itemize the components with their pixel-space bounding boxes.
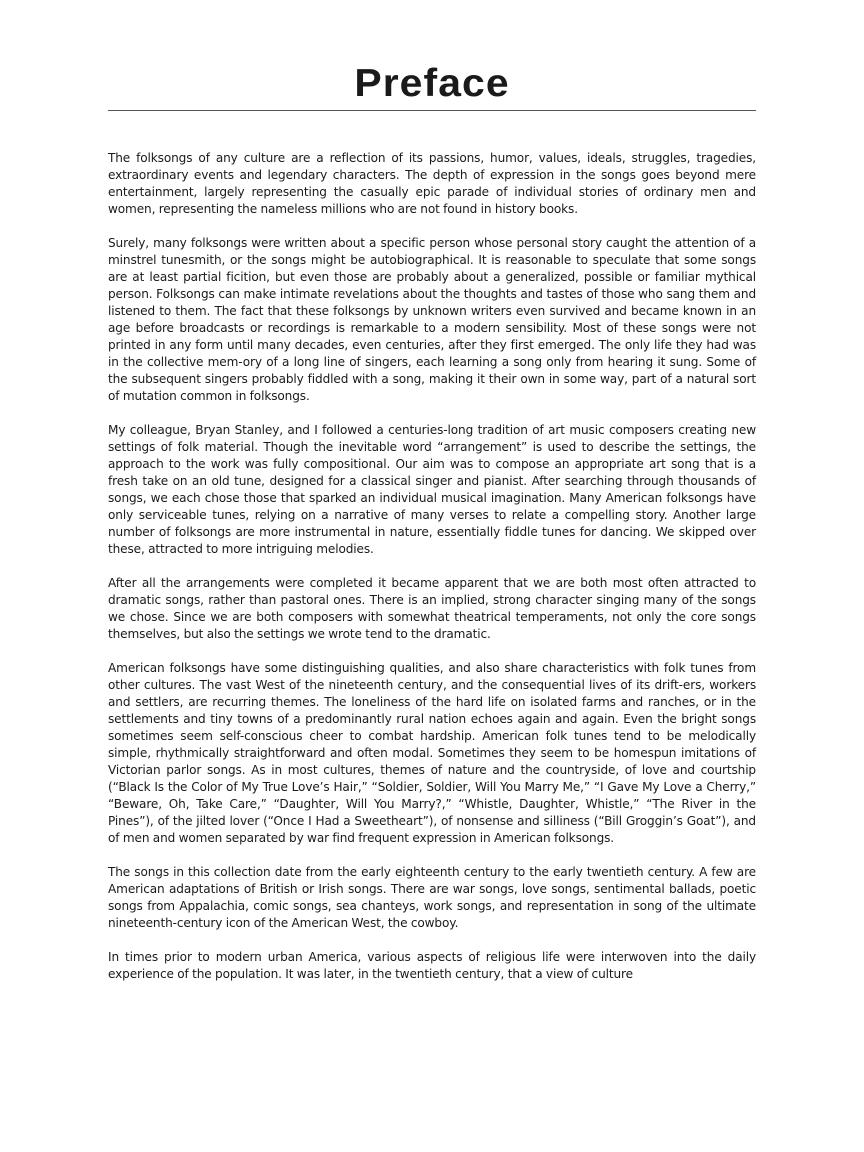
page-title: Preface	[354, 62, 510, 105]
paragraph: Surely, many folksongs were written about a specific person whose personal story caught the attention of a minstrel tunesmith, or the songs might be autobiographical. It is reasonable to speculate that some songs are at least partial ficition, but even those are probably about a generalized, possible or familiar mythical person. Folksongs can make intimate revelations about the thoughts and tastes of those who sang them and listened to them. The fact that these folksongs by unknown writers even survived and became known in an age before broadcasts or recordings is remarkable to a modern sensibility. Most of these songs were not printed in any form until many decades, even centuries, after they first emerged. The only life they had was in the collective mem-ory of a long line of singers, each learning a song only from hearing it sung. Some of the subsequent singers probably fiddled with a song, making it their own in some way, part of a natural sort of mutation common in folksongs.	[108, 236, 756, 403]
preface-body	[108, 150, 756, 983]
title-divider	[108, 110, 756, 111]
paragraph: The folksongs of any culture are a reflection of its passions, humor, values, ideals, struggles, tragedies, extraordinary events and legendary characters. The depth of expression in the songs goes beyond mere entertainment, largely representing the casually epic parade of individual stories of ordinary men and women, representing the nameless millions who are not found in history books.	[108, 151, 756, 216]
paragraph: American folksongs have some distinguishing qualities, and also share characteristics with folk tunes from other cultures. The vast West of the nineteenth century, and the consequential lives of its drift-ers, workers and settlers, are recurring themes. The loneliness of the hard life on isolated farms and ranches, or in the settlements and tiny towns of a predominantly rural nation echoes again and again. Even the bright songs sometimes seem self-conscious cheer to combat hardship. American folk tunes tend to be melodically simple, rhythmically straightforward and often modal. Sometimes they seem to be homespun imitations of Victorian parlor songs. As in most cultures, themes of nature and the countryside, of love and courtship (“Black Is the Color of My True Love’s Hair,” “Soldier, Soldier, Will You Marry Me,” “I Gave My Love a Cherry,” “Beware, Oh, Take Care,” “Daughter, Will You Marry?,” “Whistle, Daughter, Whistle,” “The River in the Pines”), of the jilted lover (“Once I Had a Sweetheart”), of nonsense and silliness (“Bill Groggin’s Goat”), and of men and women separated by war find frequent expression in American folksongs.	[108, 661, 756, 845]
paragraph: In times prior to modern urban America, various aspects of religious life were interwoven into the daily experience of the population. It was later, in the twentieth century, that a view of culture	[108, 950, 756, 981]
paragraph: My colleague, Bryan Stanley, and I followed a centuries-long tradition of art music composers creating new settings of folk material. Though the inevitable word “arrangement” is used to describe the settings, the approach to the work was fully compositional. Our aim was to compose an appropriate art song that is a fresh take on an old tune, designed for a classical singer and pianist. After searching through thousands of songs, we each chose those that sparked an individual musical imagination. Many American folksongs have only serviceable tunes, relying on a narrative of many verses to relate a compelling story. Another large number of folksongs are more instrumental in nature, essentially fiddle tunes for dancing. We skipped over these, attracted to more intriguing melodies.	[108, 423, 756, 556]
page	[108, 0, 756, 1000]
paragraph: After all the arrangements were completed it became apparent that we are both most often attracted to dramatic songs, rather than pastoral ones. There is an implied, strong character singing many of the songs we chose. Since we are both composers with somewhat theatrical temperaments, not only the core songs themselves, but also the settings we wrote tend to the dramatic.	[108, 576, 756, 641]
paragraph: The songs in this collection date from the early eighteenth century to the early twentieth century. A few are American adaptations of British or Irish songs. There are war songs, love songs, sentimental ballads, poetic songs from Appalachia, comic songs, sea chanteys, work songs, and representation in song of the ultimate nineteenth-century icon of the American West, the cowboy.	[108, 865, 756, 930]
